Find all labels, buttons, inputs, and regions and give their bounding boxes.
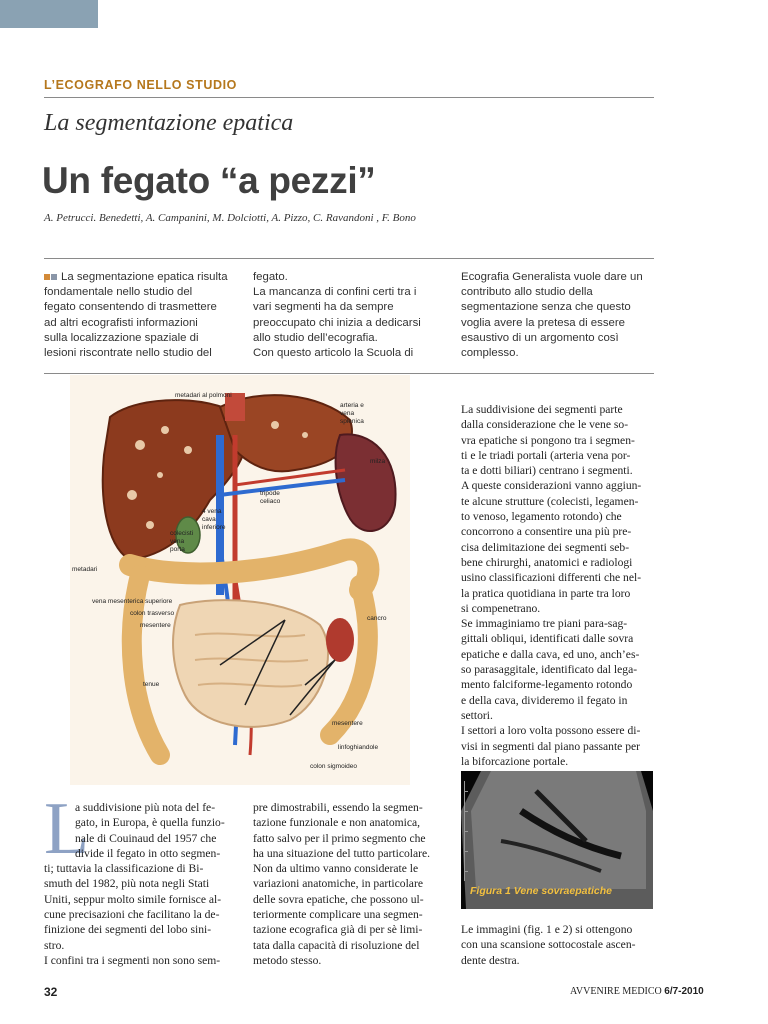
text-line: variazioni anatomiche, in particolare (253, 877, 423, 891)
abstract-line: preoccupato chi inizia a dedicarsi (253, 316, 421, 329)
text-line: gittali obliqui, identificati dalle sovra (461, 632, 634, 646)
abstract-line: fondamentale nello studio del (44, 286, 193, 299)
body-column-a (44, 861, 221, 968)
abstract-line: sulla localizzazione spaziale di (44, 331, 199, 344)
text-line: to venoso, legamento rotondo) che (461, 510, 622, 524)
magazine-issue: 6/7-2010 (664, 986, 704, 997)
text-line: ta e dotti biliari) centrano i segmenti. (461, 464, 633, 478)
text-line: la pratica quotidiana in parte tra loro (461, 586, 631, 600)
figure-label: linfoghiandole (338, 744, 379, 751)
text-line: la biforcazione portale. (461, 754, 569, 768)
abstract-line: esaustivo di un argomento così (461, 331, 619, 344)
text-line: A queste considerazioni vanno aggiun- (461, 479, 642, 493)
figure-label: celiaco (260, 498, 281, 505)
text-line: e della cava, divideremo il fegato in (461, 693, 628, 707)
text-line: Non da ultimo vanno considerate le (253, 862, 419, 876)
text-line: smuth del 1982, più nota negli Stati (44, 877, 210, 891)
article-authors: A. Petrucci. Benedetti, A. Campanini, M. Dolciotti, A. Pizzo, C. Ravandoni , F. Bono (44, 212, 416, 224)
abstract-line: complesso. (461, 347, 519, 360)
square-bullet-icon (51, 274, 57, 280)
figure-label: colon trasverso (130, 610, 175, 617)
text-line: so parasaggitale, identificato dal lega- (461, 663, 638, 677)
abstract-line: La segmentazione epatica risulta (44, 270, 244, 285)
abstract-line: lesioni riscontrate nello studio del (44, 347, 212, 360)
abstract-line: Ecografia Generalista vuole dare un (461, 271, 643, 283)
text-line: concorrono a consentire una più pre- (461, 525, 632, 539)
abstract-line: Con questo articolo la Scuola di (253, 347, 414, 360)
drop-cap: L (44, 788, 90, 870)
text-line: si compenetrano. (461, 601, 541, 615)
text-line: con una scansione sottocostale ascen- (461, 938, 636, 952)
section-label: L’ECOGRAFO NELLO STUDIO (44, 78, 237, 92)
text-line: pre dimostrabili, essendo la segmen- (253, 801, 423, 814)
text-line: teriormente complicare una segmen- (253, 908, 423, 922)
figure-label: colon sigmoideo (310, 763, 357, 770)
text-line: Le immagini (fig. 1 e 2) si ottengono (461, 923, 633, 936)
text-line: cune precisazioni che facilitano la de- (44, 908, 220, 922)
text-line: te alcune strutture (colecisti, legamen- (461, 494, 639, 508)
figure-label: tenue (143, 681, 160, 688)
text-line: ti e le triadi portali (arteria vena por- (461, 448, 631, 462)
abstract-column-2 (253, 270, 453, 361)
magazine-footer (570, 986, 704, 997)
figure-label: vena (340, 410, 355, 417)
figure-label: colecisti (170, 530, 194, 537)
text-line: metodo stesso. (253, 953, 322, 967)
page-number: 32 (44, 985, 58, 999)
figure-label: cava (202, 516, 216, 523)
right-body-column (461, 402, 641, 769)
abstract-line: La mancanza di confini certi tra i (253, 286, 417, 299)
text-line: dalla considerazione che le vene so- (461, 418, 629, 432)
figure-label: metadari al polmoni (175, 392, 232, 399)
anatomy-drawing (70, 375, 410, 785)
abstract-line: allo studio dell’ecografia. (253, 331, 378, 344)
anatomy-illustration (70, 375, 410, 785)
figure-caption: Figura 1 Vene sovraepatiche (470, 885, 613, 897)
text-line: ti; tuttavia la classificazione di Bi- (44, 862, 204, 876)
abstract-line: fegato. (253, 271, 288, 283)
text-line: a suddivisione più nota del fe- (75, 801, 216, 814)
text-line: tata dalla capacità di risoluzione del (253, 938, 420, 952)
text-line: bene chirurghi, anatomici e radiologi (461, 555, 633, 569)
text-line: I confini tra i segmenti non sono sem- (44, 953, 221, 967)
text-line: usino classificazioni differenti che nel- (461, 571, 642, 585)
text-line: divide il fegato in otto segmen- (75, 846, 221, 860)
text-line: vra epatiche si pongono tra i segmen- (461, 433, 635, 447)
text-line: I settori a loro volta possono essere di- (461, 724, 641, 738)
figure-label: tripode (260, 490, 280, 497)
text-line: tazione ecografica già di per sè limi- (253, 923, 423, 937)
abstract-line: fegato consentendo di trasmettere (44, 301, 217, 314)
text-line: La suddivisione dei segmenti parte (461, 403, 623, 416)
article-subtitle: La segmentazione epatica (44, 110, 294, 136)
body-column-b (253, 800, 430, 968)
text-line: gato, in Europa, è quella funzio- (75, 816, 225, 830)
text-line: dente destra. (461, 953, 520, 967)
figure-label: milza (370, 458, 386, 465)
abstract-line: ad altri ecografisti informazioni (44, 316, 198, 329)
text-line: settori. (461, 708, 493, 722)
text-line: Se immaginiamo tre piani para-sag- (461, 617, 628, 631)
abstract-line: contributo allo studio della (461, 286, 593, 299)
article-title: Un fegato “a pezzi” (42, 160, 376, 201)
figure-label: mesentere (140, 622, 171, 629)
text-line: finizione dei segmenti del lobo sini- (44, 923, 212, 937)
text-line: delle sovra epatiche, che possono ul- (253, 892, 424, 906)
text-line: cisa delimitazione dei segmenti seb- (461, 540, 630, 554)
figure-label: 4 vena (202, 508, 222, 515)
divider (44, 373, 654, 374)
abstract-column-3 (461, 270, 661, 361)
text-line: stro. (44, 938, 65, 952)
divider (44, 97, 654, 98)
text-line: visi in segmenti dal piano passante per (461, 739, 641, 753)
figure-label: arteria e (340, 402, 364, 409)
figure-label: cancro (367, 615, 387, 622)
figure-label: vena mesenterica superiore (92, 598, 173, 605)
text-line: ha una situazione del tutto particolare. (253, 846, 431, 860)
below-figure-text (461, 922, 636, 968)
text-line: fatto salvo per il primo segmento che (253, 831, 426, 845)
abstract-line: voglia avere la pretesa di essere (461, 316, 625, 329)
text-line: mento falciforme-legamento rotondo (461, 678, 633, 692)
text-line: epatiche e dalla cava, ed uno, anch’es- (461, 647, 640, 661)
figure-label: porta (170, 546, 185, 553)
text-line: nale di Couinaud del 1957 che (75, 831, 217, 845)
text-line: tazione funzionale e non anatomica, (253, 816, 421, 830)
square-bullet-icon (44, 274, 50, 280)
figure-label: inferiore (202, 524, 226, 531)
figure-label: splenica (340, 418, 364, 425)
header-tab (0, 0, 98, 28)
divider (44, 258, 654, 259)
magazine-name: AVVENIRE MEDICO (570, 986, 662, 997)
abstract-line: segmentazione senza che questo (461, 301, 631, 314)
abstract-column-1 (44, 270, 244, 361)
abstract-line: vari segmenti ha da sempre (253, 301, 394, 314)
figure-label: metadari (72, 566, 98, 573)
body-column-a-indented (75, 800, 225, 861)
figure-label: vena (170, 538, 185, 545)
text-line: Uniti, seppur molto simile fornisce al- (44, 892, 222, 906)
figure-label: mesentere (332, 720, 363, 727)
